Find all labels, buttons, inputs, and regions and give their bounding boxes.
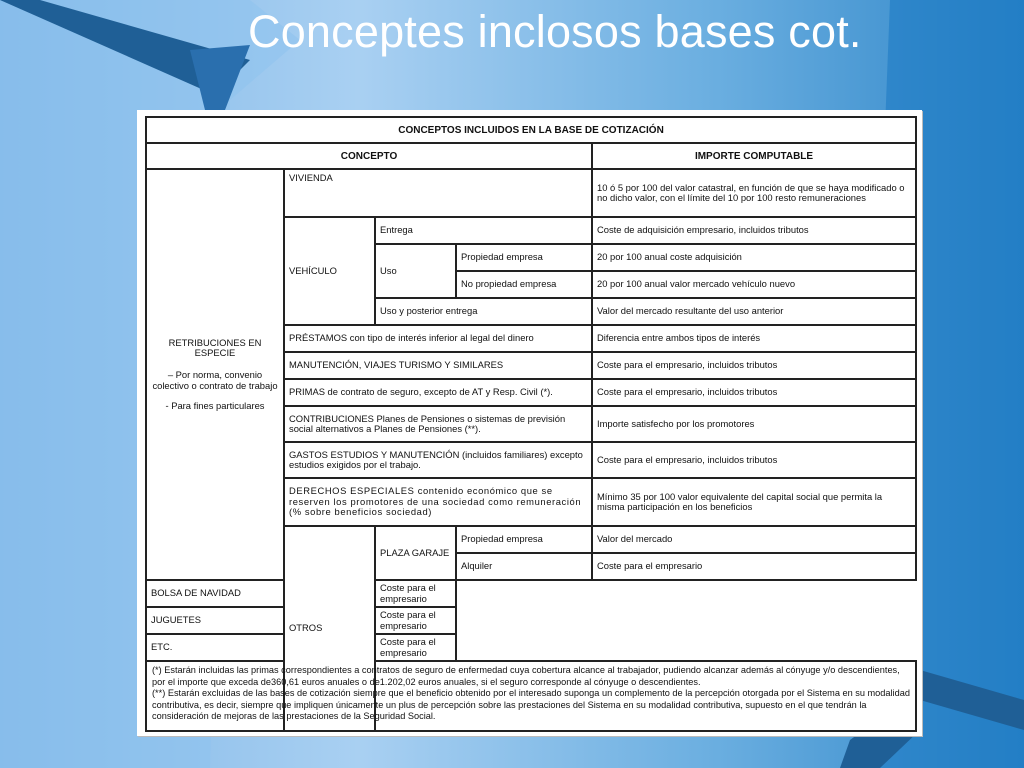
- otros-plaza: PLAZA GARAJE: [375, 526, 456, 580]
- otros-propiedad-importe: Valor del mercado: [592, 526, 916, 553]
- gastos-label: GASTOS ESTUDIOS Y MANUTENCIÓN (incluidos familiares) excepto estudios exigidos por el trabajo.: [284, 442, 592, 478]
- otros-propiedad: Propiedad empresa: [456, 526, 592, 553]
- vehiculo-uso-posterior: Uso y posterior entrega: [375, 298, 592, 325]
- manutencion-label: MANUTENCIÓN, VIAJES TURISMO Y SIMILARES: [284, 352, 592, 379]
- retribuciones-note-1: – Por norma, convenio colectivo o contrato de trabajo: [152, 369, 278, 391]
- table-title: CONCEPTOS INCLUIDOS EN LA BASE DE COTIZACIÓN: [146, 117, 916, 143]
- slide-title: Conceptes inclosos bases cot.: [248, 6, 862, 57]
- retribuciones-title: RETRIBUCIONES EN ESPECIE: [168, 336, 262, 358]
- vivienda-label: VIVIENDA: [284, 169, 592, 217]
- footnote-1: (*) Estarán incluidas las primas correspondientes a contratos de seguro de enfermedad cuya cobertura alcance al trabajador, pudiendo alcanzar además al cónyuge y/o descendientes, por el importe que exceda de360,61 euros anuales o de1.202,02 euros anuales, si el seguro corresponde al cónyuge o descendientes.: [152, 665, 900, 687]
- vehiculo-uso: Uso: [375, 244, 456, 298]
- retribuciones-cell: [146, 169, 284, 580]
- primas-importe: Coste para el empresario, incluidos tributos: [592, 379, 916, 406]
- footnotes: [146, 661, 916, 731]
- vehiculo-entrega-importe: Coste de adquisición empresario, incluidos tributos: [592, 217, 916, 244]
- header-importe: IMPORTE COMPUTABLE: [592, 143, 916, 169]
- otros-alquiler: Alquiler: [456, 553, 592, 580]
- retribuciones-note-2: - Para fines particulares: [165, 400, 265, 412]
- vehiculo-uso-posterior-importe: Valor del mercado resultante del uso anterior: [592, 298, 916, 325]
- otros-alquiler-importe: Coste para el empresario: [592, 553, 916, 580]
- otros-juguetes: JUGUETES: [146, 607, 375, 634]
- vehiculo-no-propiedad-importe: 20 por 100 anual valor mercado vehículo nuevo: [592, 271, 916, 298]
- derechos-label: DERECHOS ESPECIALES contenido económico que se reserven los promotores de una sociedad como remuneración (% sobre beneficios sociedad): [284, 478, 592, 526]
- vehiculo-label: VEHÍCULO: [284, 217, 375, 325]
- otros-bolsa-importe: Coste para el empresario: [375, 580, 456, 607]
- contribuciones-importe: Importe satisfecho por los promotores: [592, 406, 916, 442]
- otros-bolsa: BOLSA DE NAVIDAD: [146, 580, 375, 607]
- vehiculo-propiedad-importe: 20 por 100 anual coste adquisición: [592, 244, 916, 271]
- vehiculo-entrega: Entrega: [375, 217, 592, 244]
- otros-label: OTROS: [284, 526, 375, 731]
- footnote-2: (**) Estarán excluidas de las bases de cotización siempre que el beneficio obtenido por el interesado suponga un complemento de la percepción otorgada por el Sistema en su modalidad contributiva, es decir, siempre que impliquen únicamente un plus de percepción sobre las prestaciones del Sistema en su modalidad contributiva, supuesto en el que tendrán la consideración de mejoras de las prestaciones de la Seguridad Social.: [152, 688, 910, 721]
- vehiculo-no-propiedad: No propiedad empresa: [456, 271, 592, 298]
- conceptos-table: [145, 116, 917, 732]
- primas-label: PRIMAS de contrato de seguro, excepto de AT y Resp. Civil (*).: [284, 379, 592, 406]
- contribuciones-label: CONTRIBUCIONES Planes de Pensiones o sistemas de previsión social alternativos a Planes de Pensiones (**).: [284, 406, 592, 442]
- header-concepto: CONCEPTO: [146, 143, 592, 169]
- vivienda-importe: 10 ó 5 por 100 del valor catastral, en función de que se haya modificado o no dicho valor, con el límite del 10 por 100 resto remuneraciones: [592, 169, 916, 217]
- scanned-table-image: [137, 110, 922, 736]
- otros-etc: ETC.: [146, 634, 375, 661]
- manutencion-importe: Coste para el empresario, incluidos tributos: [592, 352, 916, 379]
- gastos-importe: Coste para el empresario, incluidos tributos: [592, 442, 916, 478]
- otros-etc-importe: Coste para el empresario: [375, 634, 456, 661]
- vehiculo-propiedad: Propiedad empresa: [456, 244, 592, 271]
- otros-juguetes-importe: Coste para el empresario: [375, 607, 456, 634]
- prestamos-label: PRÉSTAMOS con tipo de interés inferior al legal del dinero: [284, 325, 592, 352]
- derechos-importe: Mínimo 35 por 100 valor equivalente del capital social que permita la misma participación en los beneficios: [592, 478, 916, 526]
- prestamos-importe: Diferencia entre ambos tipos de interés: [592, 325, 916, 352]
